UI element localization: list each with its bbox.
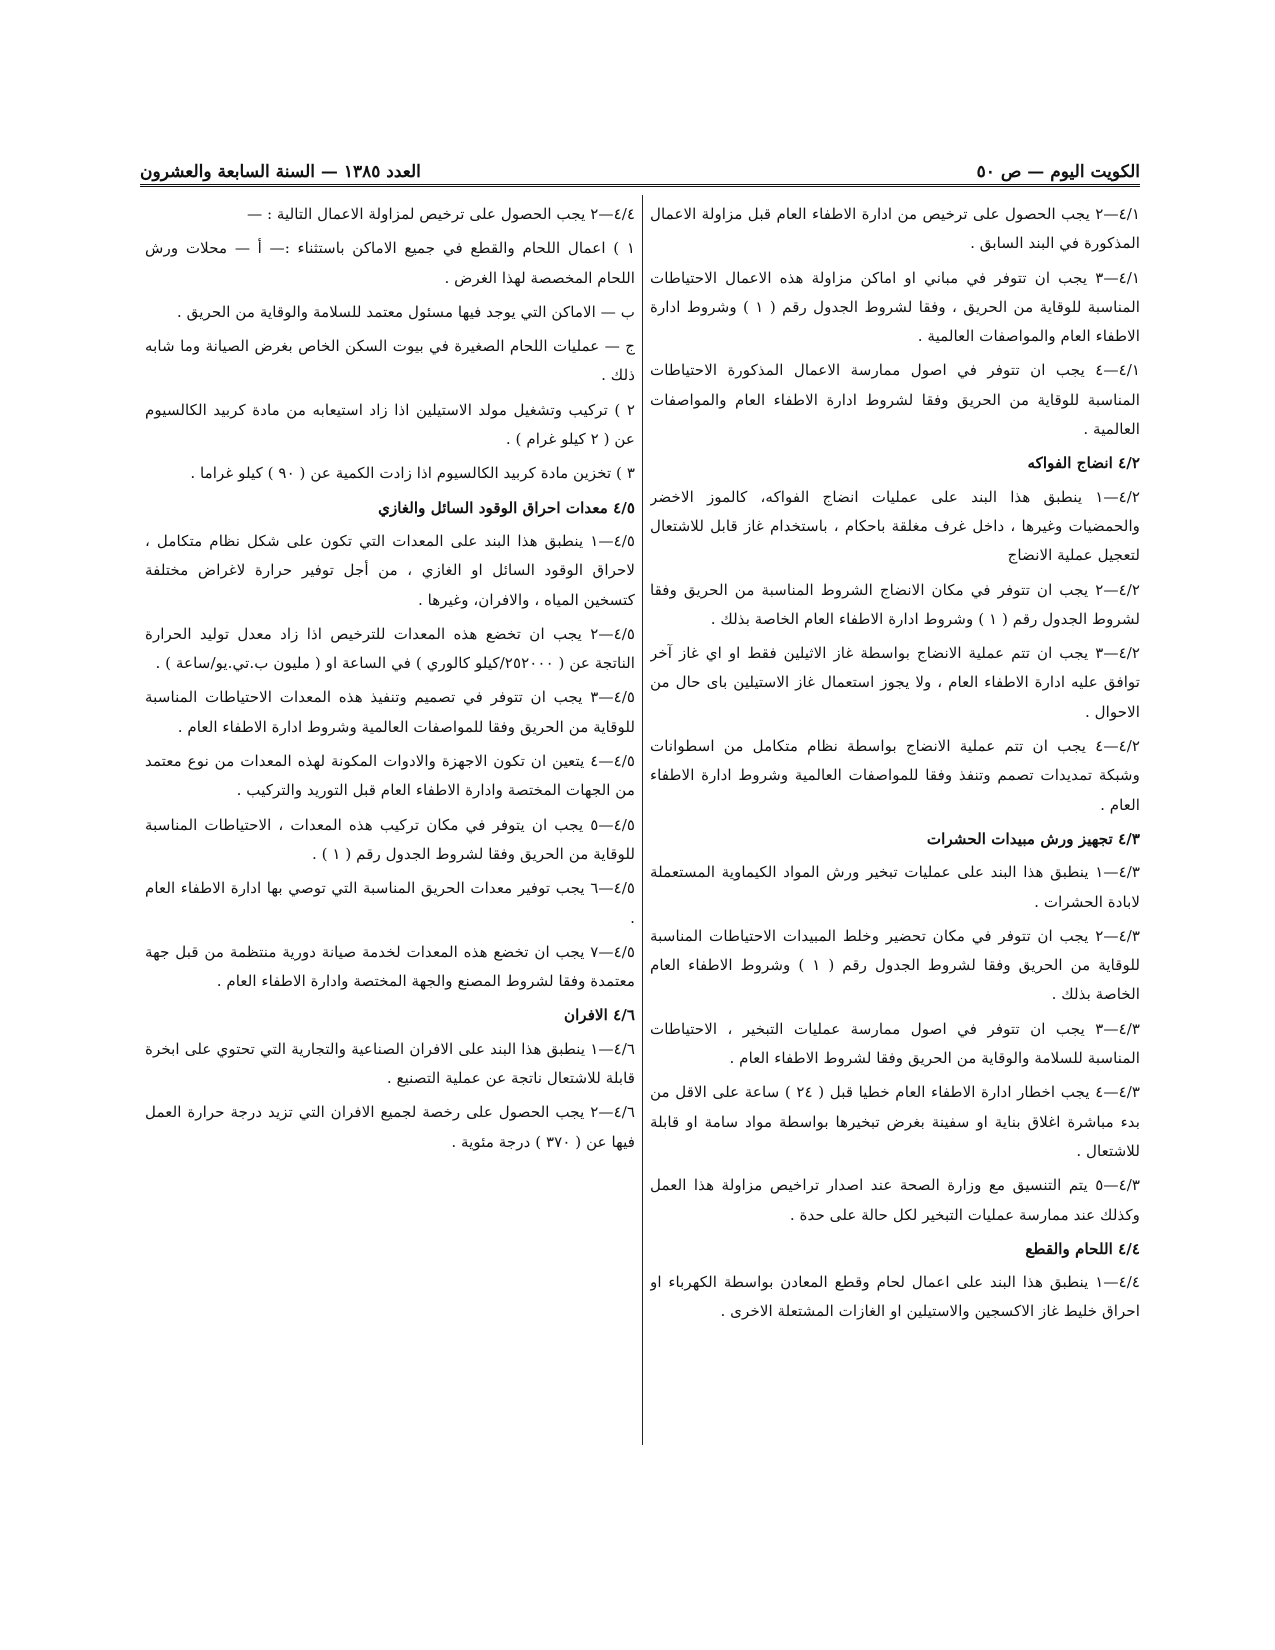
left-column bbox=[145, 200, 635, 1460]
paragraph: ٤/٥—٣ يجب ان تتوفر في تصميم وتنفيذ هذه المعدات الاحتياطات المناسبة للوقاية من الحريق وفقا للمواصفات العالمية وشروط ادارة الاطفاء العام . bbox=[145, 688, 635, 736]
paragraph: ٤/١—٤ يجب ان تتوفر في اصول ممارسة الاعمال المذكورة الاحتياطات المناسبة للوقاية من الحريق وفقا لشروط ادارة الاطفاء العام والمواصفات العالمية . bbox=[650, 361, 1140, 439]
header-issue-year: العدد ١٣٨٥ — السنة السابعة والعشرون bbox=[140, 162, 421, 182]
paragraph: ٤/٣—٣ يجب ان تتوفر في اصول ممارسة عمليات التبخير ، الاحتياطات المناسبة للسلامة والوقاية من الحريق وفقا لشروط الاطفاء العام . bbox=[650, 1019, 1140, 1068]
paragraph: ٣ ) تخزين مادة كربيد الكالسيوم اذا زادت الكمية عن ( ٩٠ ) كيلو غراما . bbox=[190, 464, 635, 483]
paragraph: ب — الاماكن التي يوجد فيها مسئول معتمد للسلامة والوقاية من الحريق . bbox=[176, 302, 635, 321]
paragraph: ٤/٥—٢ يجب ان تخضع هذه المعدات للترخيص اذا زاد معدل توليد الحرارة الناتجة عن ( ٢٥٢٠٠٠/كيلو كالوري ) في الساعة او ( مليون ب.تي.يو/ساعة ) . bbox=[145, 624, 635, 673]
header-paper-page: الكويت اليوم — ص ٥٠ bbox=[976, 162, 1140, 182]
paragraph: ٤/٢—١ ينطبق هذا البند على عمليات انضاج الفواكه، كالموز الاخضر والحمضيات وغيرها ، داخل غرف مغلقة باحكام ، باستخدام غاز قابل للاشتعال لتعجيل عملية الانضاج bbox=[650, 487, 1140, 565]
page-header bbox=[140, 148, 1140, 182]
paragraph: ج — عمليات اللحام الصغيرة في بيوت السكن الخاص بغرض الصيانة وما شابه ذلك . bbox=[145, 337, 635, 385]
paragraph: ٤/٢—٢ يجب ان تتوفر في مكان الانضاج الشروط المناسبة من الحريق وفقا لشروط الجدول رقم ( ١ ) وشروط ادارة الاطفاء العام الخاصة بذلك . bbox=[650, 580, 1140, 628]
paragraph: ٤/٦—٢ يجب الحصول على رخصة لجميع الافران التي تزيد درجة حرارة العمل فيها عن ( ٣٧٠ ) درجة مئوية . bbox=[145, 1103, 635, 1151]
paragraph: ٤/٣—٢ يجب ان تتوفر في مكان تحضير وخلط المبيدات الاحتياطات المناسبة للوقاية من الحريق وفقا لشروط الجدول رقم ( ١ ) وشروط الاطفاء العام الخاصة بذلك . bbox=[650, 926, 1140, 1004]
paragraph: ٢ ) تركيب وتشغيل مولد الاستيلين اذا زاد استيعابه من مادة كربيد الكالسيوم عن ( ٢ كيلو غرام ) . bbox=[145, 400, 635, 449]
paragraph: ٤/١—٢ يجب الحصول على ترخيص من ادارة الاطفاء العام قبل مزاولة الاعمال المذكورة في البند السابق . bbox=[650, 205, 1140, 253]
paragraph: ٤/٥—٤ يتعين ان تكون الاجهزة والادوات المكونة لهذه المعدات من نوع معتمد من الجهات المختصة وادارة الاطفاء العام قبل التوريد والتركيب . bbox=[145, 752, 635, 800]
section-heading: ٤/٤ اللحام والقطع bbox=[1025, 1239, 1140, 1258]
paragraph: ٤/٤—٢ يجب الحصول على ترخيص لمزاولة الاعمال التالية : — bbox=[246, 205, 635, 223]
paragraph: ٤/٥—١ ينطبق هذا البند على المعدات التي تكون على شكل نظام متكامل ، لاحراق الوقود السائل او الغازي ، من أجل توفير حرارة لاغراض مختلفة كتسخين المياه ، والافران، وغيرها . bbox=[145, 531, 635, 609]
paragraph: ٤/٢—٤ يجب ان تتم عملية الانضاج بواسطة نظام متكامل من اسطوانات وشبكة تمديدات تصمم وتنفذ وفقا للمواصفات العالمية وشروط ادارة الاطفاء العام . bbox=[650, 737, 1140, 814]
paragraph: ٤/٣—١ ينطبق هذا البند على عمليات تبخير ورش المواد الكيماوية المستعملة لابادة الحشرات . bbox=[650, 863, 1140, 911]
paragraph: ٤/٦—١ ينطبق هذا البند على الافران الصناعية والتجارية التي تحتوي على ابخرة قابلة للاشتعال ناتجة عن عملية التصنيع . bbox=[145, 1039, 635, 1088]
right-column bbox=[650, 200, 1140, 1460]
header-rule bbox=[140, 184, 1140, 187]
section-heading: ٤/٦ الافران bbox=[563, 1006, 635, 1025]
section-heading: ٤/٥ معدات احراق الوقود السائل والغازي bbox=[378, 498, 635, 517]
column-divider bbox=[642, 195, 643, 1445]
paragraph: ٤/٢—٣ يجب ان تتم عملية الانضاج بواسطة غاز الاثيلين فقط او اي غاز آخر توافق عليه ادارة الاطفاء العام ، ولا يجوز استعمال غاز الاستيلين باى حال من الاحوال . bbox=[650, 644, 1140, 721]
paragraph: ٤/٤—١ ينطبق هذا البند على اعمال لحام وقطع المعادن بواسطة الكهرباء او احراق خليط غاز الاكسجين والاستيلين او الغازات المشتعلة الاخرى . bbox=[650, 1273, 1140, 1321]
paragraph: ٤/١—٣ يجب ان تتوفر في مباني او اماكن مزاولة هذه الاعمال الاحتياطات المناسبة للوقاية من الحريق ، وفقا لشروط الجدول رقم ( ١ ) وشروط ادارة الاطفاء العام والمواصفات العالمية . bbox=[650, 268, 1140, 346]
paragraph: ٤/٣—٥ يتم التنسيق مع وزارة الصحة عند اصدار تراخيص مزاولة هذا العمل وكذلك عند ممارسة عمليات التبخير لكل حالة على حدة . bbox=[650, 1176, 1140, 1224]
paragraph: ١ ) اعمال اللحام والقطع في جميع الاماكن باستثناء :— أ — محلات ورش اللحام المخصصة لهذا الغرض . bbox=[145, 239, 635, 287]
paragraph: ٤/٥—٦ يجب توفير معدات الحريق المناسبة التي توصي بها ادارة الاطفاء العام . bbox=[145, 879, 635, 927]
paragraph: ٤/٣—٤ يجب اخطار ادارة الاطفاء العام خطيا قبل ( ٢٤ ) ساعة على الاقل من بدء مباشرة اغلاق بناية او سفينة بغرض تبخيرها بواسطة مواد سامة او قابلة للاشتعال . bbox=[650, 1083, 1140, 1160]
paragraph: ٤/٥—٧ يجب ان تخضع هذه المعدات لخدمة صيانة دورية منتظمة من قبل جهة معتمدة وفقا لشروط المصنع والجهة المختصة وادارة الاطفاء العام . bbox=[145, 942, 635, 991]
paragraph: ٤/٥—٥ يجب ان يتوفر في مكان تركيب هذه المعدات ، الاحتياطات المناسبة للوقاية من الحريق وفقا لشروط الجدول رقم ( ١ ) . bbox=[145, 815, 635, 863]
section-heading: ٤/٢ انضاج الفواكه bbox=[1027, 454, 1140, 473]
section-heading: ٤/٣ تجهيز ورش مبيدات الحشرات bbox=[926, 829, 1140, 848]
